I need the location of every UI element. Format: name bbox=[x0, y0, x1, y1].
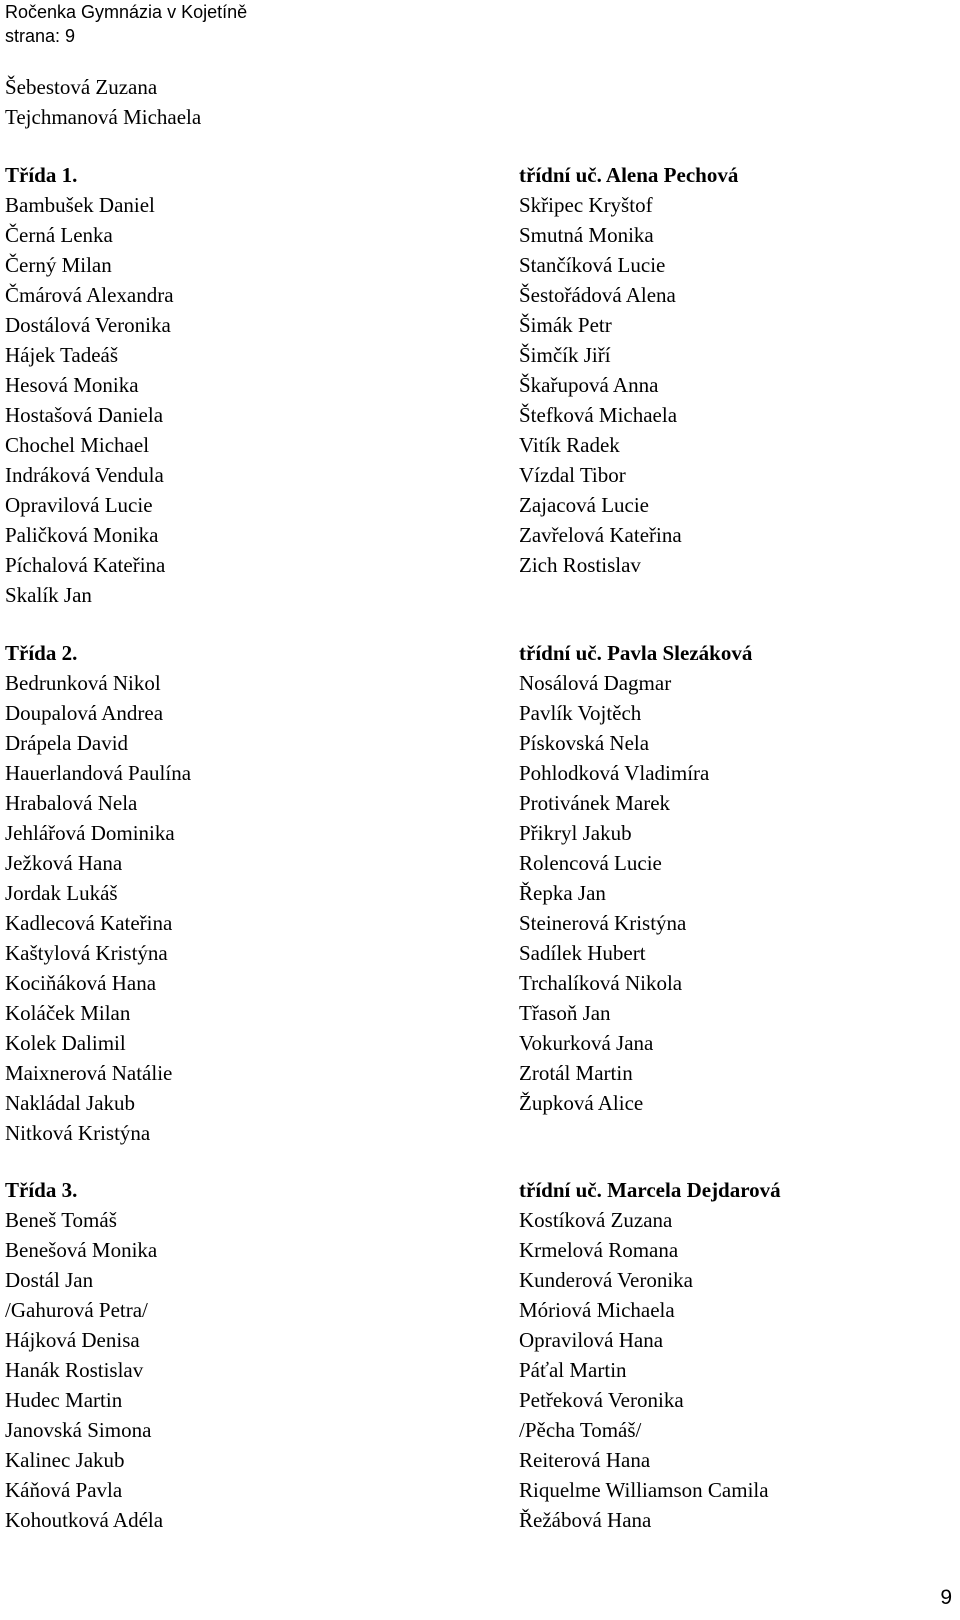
list-item: Smutná Monika bbox=[519, 223, 654, 247]
list-item: Zich Rostislav bbox=[519, 553, 641, 577]
list-item: Opravilová Lucie bbox=[5, 493, 153, 517]
list-item: Nakládal Jakub bbox=[5, 1091, 136, 1115]
list-item: Přikryl Jakub bbox=[519, 821, 632, 845]
list-item: Vízdal Tibor bbox=[519, 463, 626, 487]
list-item: Kunderová Veronika bbox=[519, 1268, 693, 1292]
page-number: 9 bbox=[940, 1586, 952, 1609]
class-3-right-column bbox=[519, 1175, 781, 1535]
list-item: Dostálová Veronika bbox=[5, 313, 171, 337]
list-item: Kaštylová Kristýna bbox=[5, 941, 168, 965]
list-item: Zajacová Lucie bbox=[519, 493, 649, 517]
list-item: Páťal Martin bbox=[519, 1358, 627, 1382]
list-item: Vitík Radek bbox=[519, 433, 620, 457]
list-item: Nosálová Dagmar bbox=[519, 671, 672, 695]
class-teacher: třídní uč. Alena Pechová bbox=[519, 163, 739, 187]
list-item: Řežábová Hana bbox=[519, 1508, 652, 1532]
list-item: Benešová Monika bbox=[5, 1238, 158, 1262]
list-item: Bambušek Daniel bbox=[5, 193, 155, 217]
list-item: Kadlecová Kateřina bbox=[5, 911, 173, 935]
list-item: Kociňáková Hana bbox=[5, 971, 157, 995]
preceding-names-list bbox=[5, 72, 201, 132]
list-item: Škařupová Anna bbox=[519, 373, 659, 397]
list-item: Šebestová Zuzana bbox=[5, 75, 158, 99]
class-2-right-column bbox=[519, 638, 752, 1118]
list-item: Šimák Petr bbox=[519, 313, 612, 337]
list-item: Paličková Monika bbox=[5, 523, 159, 547]
list-item: /Pěcha Tomáš/ bbox=[519, 1418, 642, 1442]
list-item: Dostál Jan bbox=[5, 1268, 94, 1292]
list-item: Pohlodková Vladimíra bbox=[519, 761, 710, 785]
class-heading: Třída 3. bbox=[5, 1178, 78, 1202]
list-item: Třasoň Jan bbox=[519, 1001, 611, 1025]
list-item: Káňová Pavla bbox=[5, 1478, 123, 1502]
list-item: Pavlík Vojtěch bbox=[519, 701, 642, 725]
class-2-left-column bbox=[5, 638, 191, 1148]
list-item: Protivánek Marek bbox=[519, 791, 671, 815]
list-item: Šimčík Jiří bbox=[519, 343, 611, 367]
list-item: Móriová Michaela bbox=[519, 1298, 675, 1322]
document-header bbox=[5, 0, 247, 48]
list-item: Reiterová Hana bbox=[519, 1448, 651, 1472]
list-item: Maixnerová Natálie bbox=[5, 1061, 173, 1085]
list-item: Hesová Monika bbox=[5, 373, 139, 397]
list-item: Hostašová Daniela bbox=[5, 403, 164, 427]
list-item: Steinerová Kristýna bbox=[519, 911, 687, 935]
list-item: Riquelme Williamson Camila bbox=[519, 1478, 769, 1502]
list-item: Sadílek Hubert bbox=[519, 941, 646, 965]
list-item: Petřeková Veronika bbox=[519, 1388, 684, 1412]
list-item: Štefková Michaela bbox=[519, 403, 678, 427]
list-item: /Gahurová Petra/ bbox=[5, 1298, 148, 1322]
class-3-left-column bbox=[5, 1175, 163, 1535]
list-item: Doupalová Andrea bbox=[5, 701, 164, 725]
list-item: Hrabalová Nela bbox=[5, 791, 138, 815]
list-item: Vokurková Jana bbox=[519, 1031, 654, 1055]
list-item: Černý Milan bbox=[5, 253, 112, 277]
list-item: Čmárová Alexandra bbox=[5, 283, 174, 307]
list-item: Černá Lenka bbox=[5, 223, 113, 247]
class-heading: Třída 2. bbox=[5, 641, 78, 665]
list-item: Opravilová Hana bbox=[519, 1328, 664, 1352]
list-item: Bedrunková Nikol bbox=[5, 671, 161, 695]
yearbook-title: Ročenka Gymnázia v Kojetíně bbox=[5, 2, 248, 22]
list-item: Koláček Milan bbox=[5, 1001, 131, 1025]
class-teacher: třídní uč. Pavla Slezáková bbox=[519, 641, 753, 665]
list-item: Indráková Vendula bbox=[5, 463, 164, 487]
list-item: Kostíková Zuzana bbox=[519, 1208, 673, 1232]
list-item: Trchalíková Nikola bbox=[519, 971, 683, 995]
list-item: Krmelová Romana bbox=[519, 1238, 679, 1262]
list-item: Hudec Martin bbox=[5, 1388, 123, 1412]
list-item: Skřipec Kryštof bbox=[519, 193, 653, 217]
list-item: Kohoutková Adéla bbox=[5, 1508, 164, 1532]
class-heading: Třída 1. bbox=[5, 163, 78, 187]
list-item: Chochel Michael bbox=[5, 433, 150, 457]
list-item: Zrotál Martin bbox=[519, 1061, 633, 1085]
list-item: Pískovská Nela bbox=[519, 731, 650, 755]
list-item: Řepka Jan bbox=[519, 881, 606, 905]
list-item: Hájková Denisa bbox=[5, 1328, 140, 1352]
list-item: Župková Alice bbox=[519, 1091, 644, 1115]
list-item: Rolencová Lucie bbox=[519, 851, 662, 875]
list-item: Skalík Jan bbox=[5, 583, 92, 607]
list-item: Hájek Tadeáš bbox=[5, 343, 119, 367]
list-item: Jordak Lukáš bbox=[5, 881, 118, 905]
list-item: Kalinec Jakub bbox=[5, 1448, 125, 1472]
class-1-right-column bbox=[519, 160, 738, 580]
list-item: Stančíková Lucie bbox=[519, 253, 666, 277]
list-item: Ježková Hana bbox=[5, 851, 123, 875]
list-item: Hanák Rostislav bbox=[5, 1358, 144, 1382]
list-item: Hauerlandová Paulína bbox=[5, 761, 192, 785]
class-1-left-column bbox=[5, 160, 174, 610]
list-item: Beneš Tomáš bbox=[5, 1208, 117, 1232]
list-item: Zavřelová Kateřina bbox=[519, 523, 682, 547]
list-item: Nitková Kristýna bbox=[5, 1121, 151, 1145]
list-item: Kolek Dalimil bbox=[5, 1031, 126, 1055]
list-item: Jehlářová Dominika bbox=[5, 821, 175, 845]
list-item: Píchalová Kateřina bbox=[5, 553, 166, 577]
class-teacher: třídní uč. Marcela Dejdarová bbox=[519, 1178, 781, 1202]
page-label: strana: 9 bbox=[5, 26, 76, 46]
list-item: Drápela David bbox=[5, 731, 129, 755]
list-item: Šestořádová Alena bbox=[519, 283, 676, 307]
list-item: Janovská Simona bbox=[5, 1418, 152, 1442]
list-item: Tejchmanová Michaela bbox=[5, 105, 202, 129]
